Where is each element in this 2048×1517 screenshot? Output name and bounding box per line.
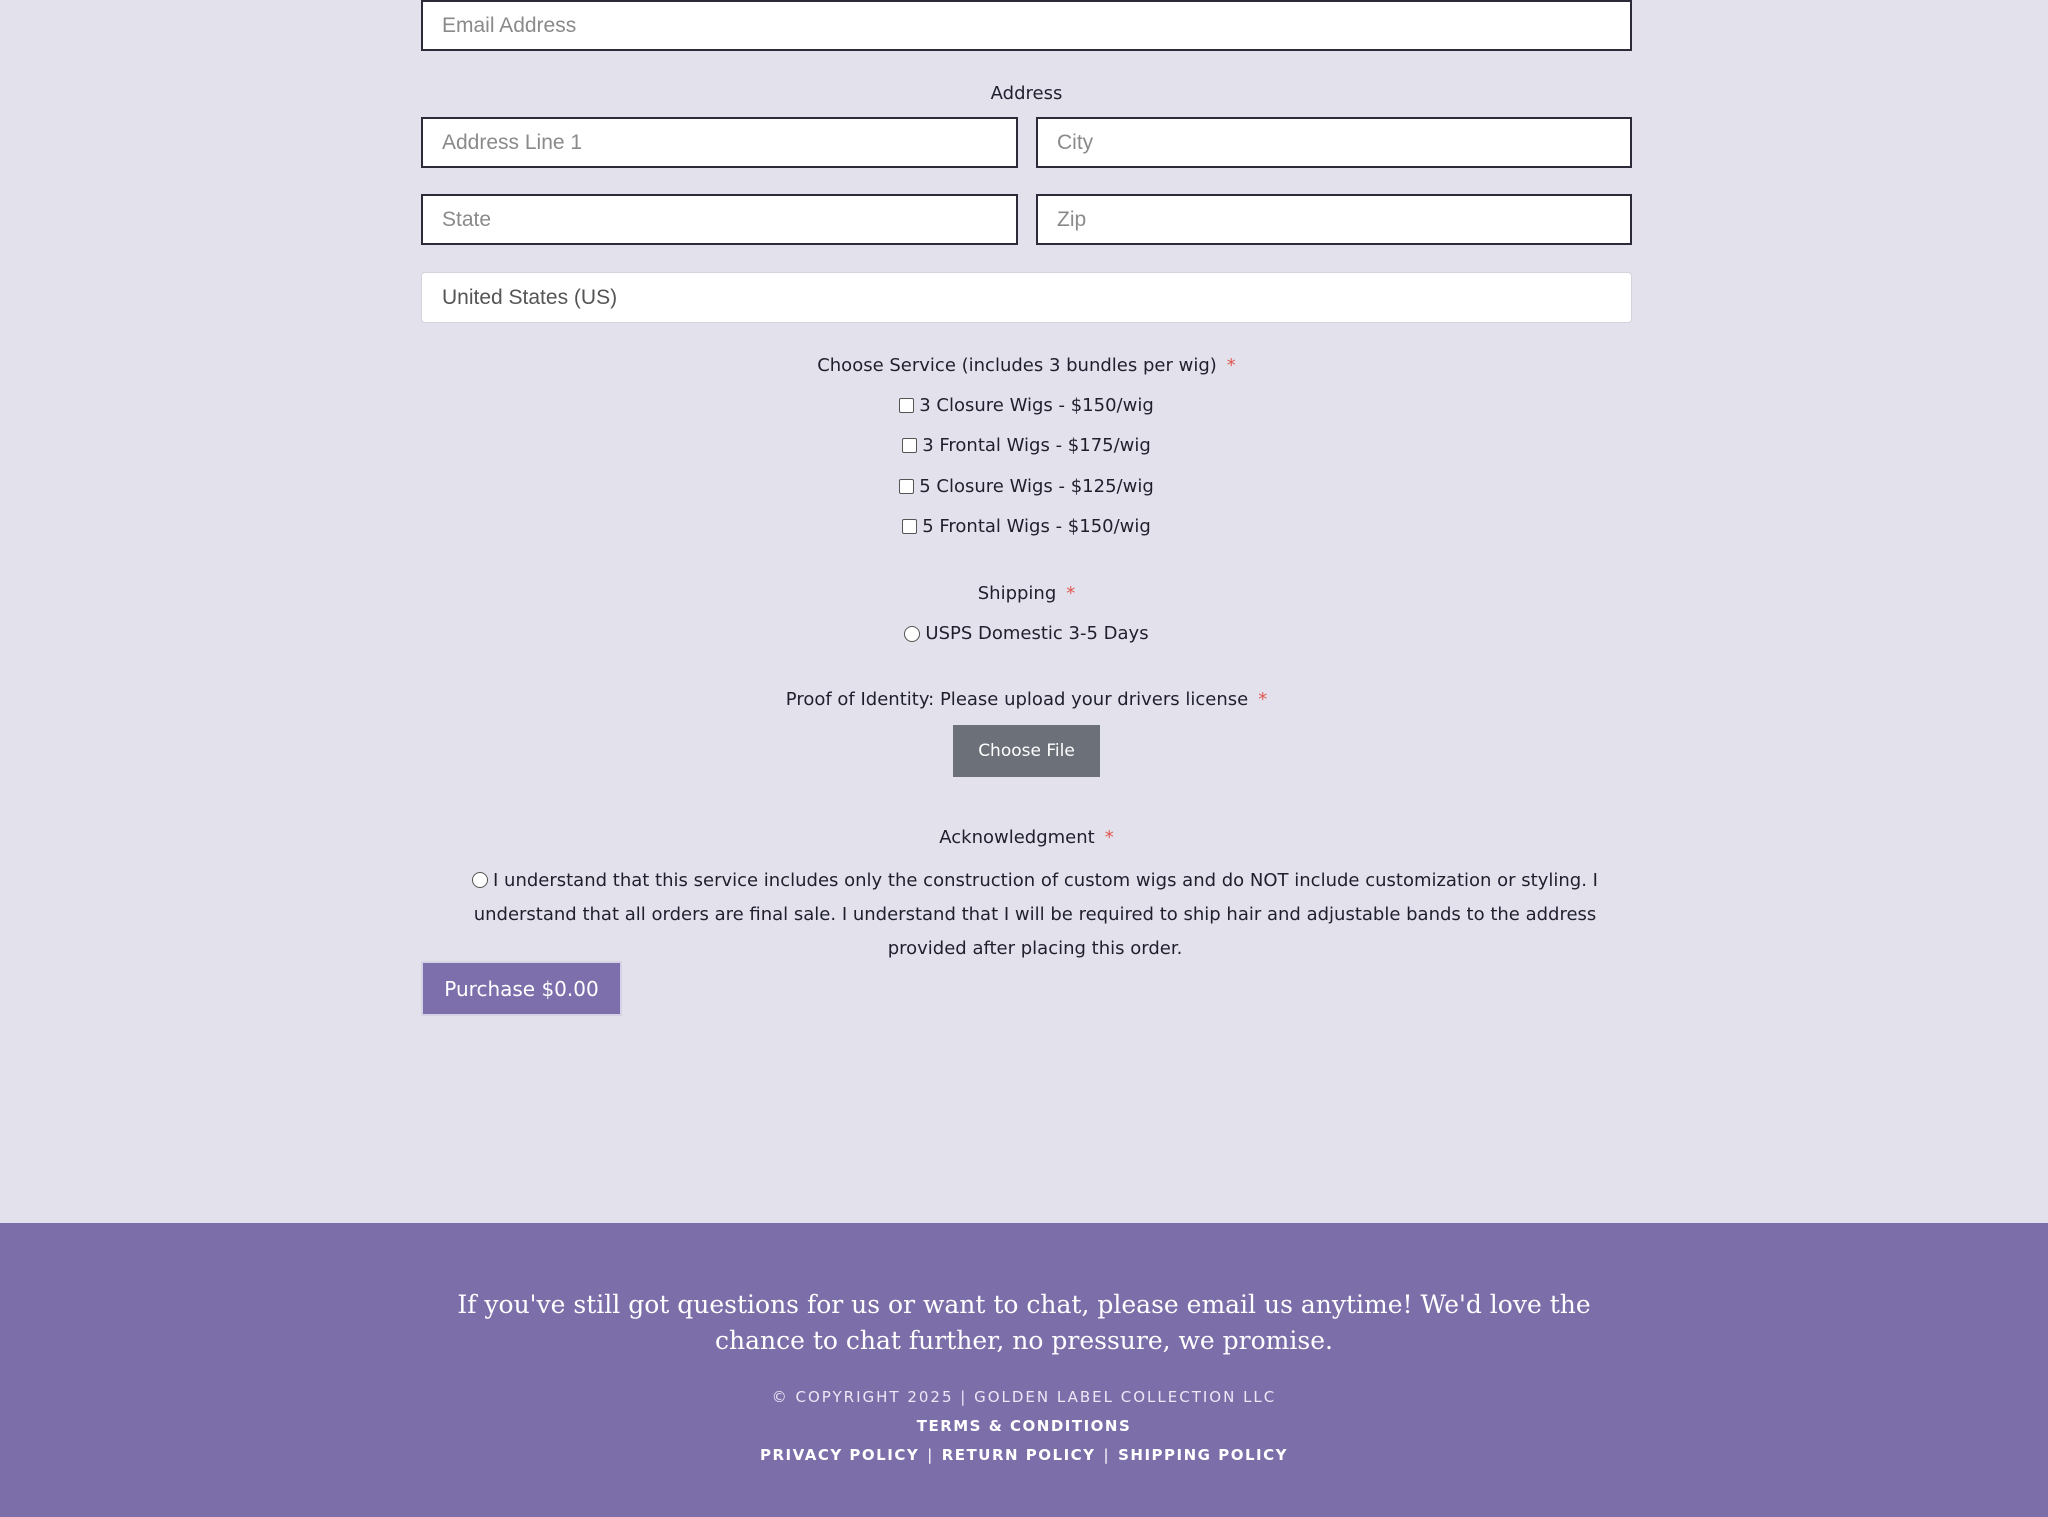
checkbox[interactable] bbox=[902, 519, 917, 534]
acknowledgment-label bbox=[421, 827, 1632, 848]
footer-copyright: © COPYRIGHT 2025 | GOLDEN LABEL COLLECTION LLC bbox=[771, 1388, 1277, 1406]
service-option-label: 3 Frontal Wigs - $175/wig bbox=[922, 435, 1151, 456]
footer-links-row-2 bbox=[0, 1446, 2048, 1464]
checkbox[interactable] bbox=[902, 438, 917, 453]
acknowledgment-text: I understand that this service includes only the construction of custom wigs and do NOT include customization or styling. I understand that all orders are final sale. I understand that I will be required to ship hair and adjustable bands to the address provided after placing this order. bbox=[473, 870, 1598, 959]
address-label: Address bbox=[990, 83, 1063, 104]
shipping-policy-link[interactable]: SHIPPING POLICY bbox=[1118, 1446, 1288, 1464]
city-input[interactable] bbox=[1036, 117, 1632, 168]
email-input[interactable] bbox=[421, 0, 1632, 51]
shipping-label-text: Shipping bbox=[977, 583, 1057, 604]
service-option[interactable] bbox=[421, 435, 1632, 456]
required-asterisk: * bbox=[1258, 689, 1268, 710]
identity-label bbox=[421, 689, 1632, 710]
separator: | bbox=[1103, 1446, 1111, 1464]
radio-button[interactable] bbox=[904, 626, 920, 642]
identity-label-text: Proof of Identity: Please upload your drivers license bbox=[785, 689, 1249, 710]
terms-link[interactable]: TERMS & CONDITIONS bbox=[916, 1417, 1132, 1435]
footer-links-row-1 bbox=[0, 1417, 2048, 1435]
required-asterisk: * bbox=[1104, 827, 1114, 848]
shipping-label bbox=[421, 583, 1632, 604]
service-option[interactable] bbox=[421, 516, 1632, 537]
acknowledgment-label-text: Acknowledgment bbox=[939, 827, 1095, 848]
radio-button[interactable] bbox=[472, 872, 488, 888]
country-select[interactable] bbox=[421, 272, 1632, 323]
separator: | bbox=[927, 1446, 934, 1464]
country-select-value: United States (US) bbox=[442, 285, 618, 309]
footer-message: If you've still got questions for us or want to chat, please email us anytime! We'd love the chance to chat further, no pressure, we promise. bbox=[457, 1290, 1591, 1355]
site-footer bbox=[0, 1223, 2048, 1517]
return-policy-link[interactable]: RETURN POLICY bbox=[941, 1446, 1096, 1464]
service-option-label: 3 Closure Wigs - $150/wig bbox=[919, 395, 1154, 416]
service-label bbox=[421, 355, 1632, 376]
shipping-option[interactable] bbox=[421, 623, 1632, 644]
choose-file-button[interactable]: Choose File bbox=[953, 725, 1100, 777]
required-asterisk: * bbox=[1066, 583, 1076, 604]
privacy-policy-link[interactable]: PRIVACY POLICY bbox=[760, 1446, 920, 1464]
address-line1-input[interactable] bbox=[421, 117, 1018, 168]
service-option[interactable] bbox=[421, 476, 1632, 497]
zip-input[interactable] bbox=[1036, 194, 1632, 245]
shipping-option-label: USPS Domestic 3-5 Days bbox=[925, 623, 1149, 644]
purchase-button[interactable]: Purchase $0.00 bbox=[421, 961, 622, 1016]
service-label-text: Choose Service (includes 3 bundles per wig) bbox=[817, 355, 1217, 376]
checkbox[interactable] bbox=[899, 398, 914, 413]
service-option[interactable] bbox=[421, 395, 1632, 416]
service-option-label: 5 Frontal Wigs - $150/wig bbox=[922, 516, 1151, 537]
required-asterisk: * bbox=[1226, 355, 1236, 376]
service-option-label: 5 Closure Wigs - $125/wig bbox=[919, 476, 1154, 497]
state-input[interactable] bbox=[421, 194, 1018, 245]
acknowledgment-option[interactable] bbox=[435, 864, 1635, 966]
checkbox[interactable] bbox=[899, 479, 914, 494]
